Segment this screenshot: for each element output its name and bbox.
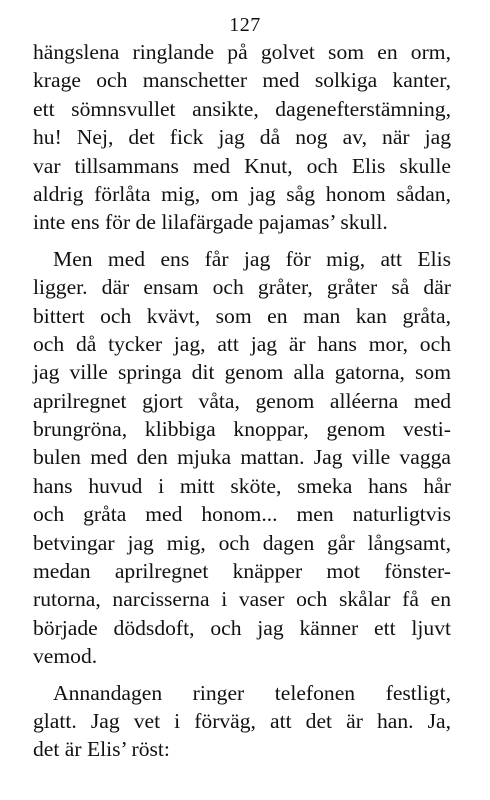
text-line: hans huvud i mitt sköte, smeka hans hår: [33, 473, 451, 498]
text-line: vemod.: [33, 644, 98, 669]
text-line: aldrig förlåta mig, om jag såg honom sådan,: [33, 181, 451, 206]
page-number: 127: [229, 14, 261, 36]
text-line: aprilregnet gjort våta, genom alléerna med: [33, 388, 451, 413]
text-line: bittert och kvävt, som en man kan gråta,: [33, 303, 451, 328]
text-line: och då tycker jag, att jag är hans mor, och: [33, 331, 451, 356]
text-line: Men med ens får jag för mig, att Elis: [53, 246, 451, 271]
text-line: Annandagen ringer telefonen festligt,: [53, 680, 451, 705]
text-line: brungröna, klibbiga knoppar, genom vesti-: [33, 417, 451, 442]
text-line: och gråta med honom... men naturligtvis: [33, 502, 451, 527]
text-line: ligger. där ensam och gråter, gråter så där: [33, 275, 451, 300]
paragraph-gap: [33, 671, 451, 679]
paragraph-2: [33, 245, 451, 671]
paragraph-1: [33, 38, 451, 237]
text-line: rutorna, narcisserna i vaser och skålar få en: [33, 587, 451, 612]
text-line: krage och manschetter med solkiga kanter,: [33, 68, 451, 93]
text-line: medan aprilregnet knäpper mot fönster-: [33, 559, 451, 584]
text-line: var tillsammans med Knut, och Elis skulle: [33, 153, 451, 178]
text-line: det är Elis’ röst:: [33, 737, 170, 762]
text-line: började dödsdoft, och jag känner ett ljuvt: [33, 615, 451, 640]
body-text: [33, 38, 451, 764]
paragraph-gap: [33, 237, 451, 245]
text-line: inte ens för de lilafärgade pajamas’ skull.: [33, 210, 388, 235]
text-line: bulen med den mjuka mattan. Jag ville vagga: [33, 445, 451, 470]
text-line: hu! Nej, det fick jag då nog av, när jag: [33, 125, 451, 150]
text-line: glatt. Jag vet i förväg, att det är han. Ja,: [33, 708, 451, 733]
text-line: ett sömnsvullet ansikte, dagenefterstämning,: [33, 96, 451, 121]
text-line: betvingar jag mig, och dagen går långsamt,: [33, 530, 451, 555]
text-line: hängslena ringlande på golvet som en orm,: [33, 40, 451, 64]
text-line: jag ville springa dit genom alla gatorna, som: [33, 360, 451, 385]
paragraph-3: [33, 679, 451, 764]
